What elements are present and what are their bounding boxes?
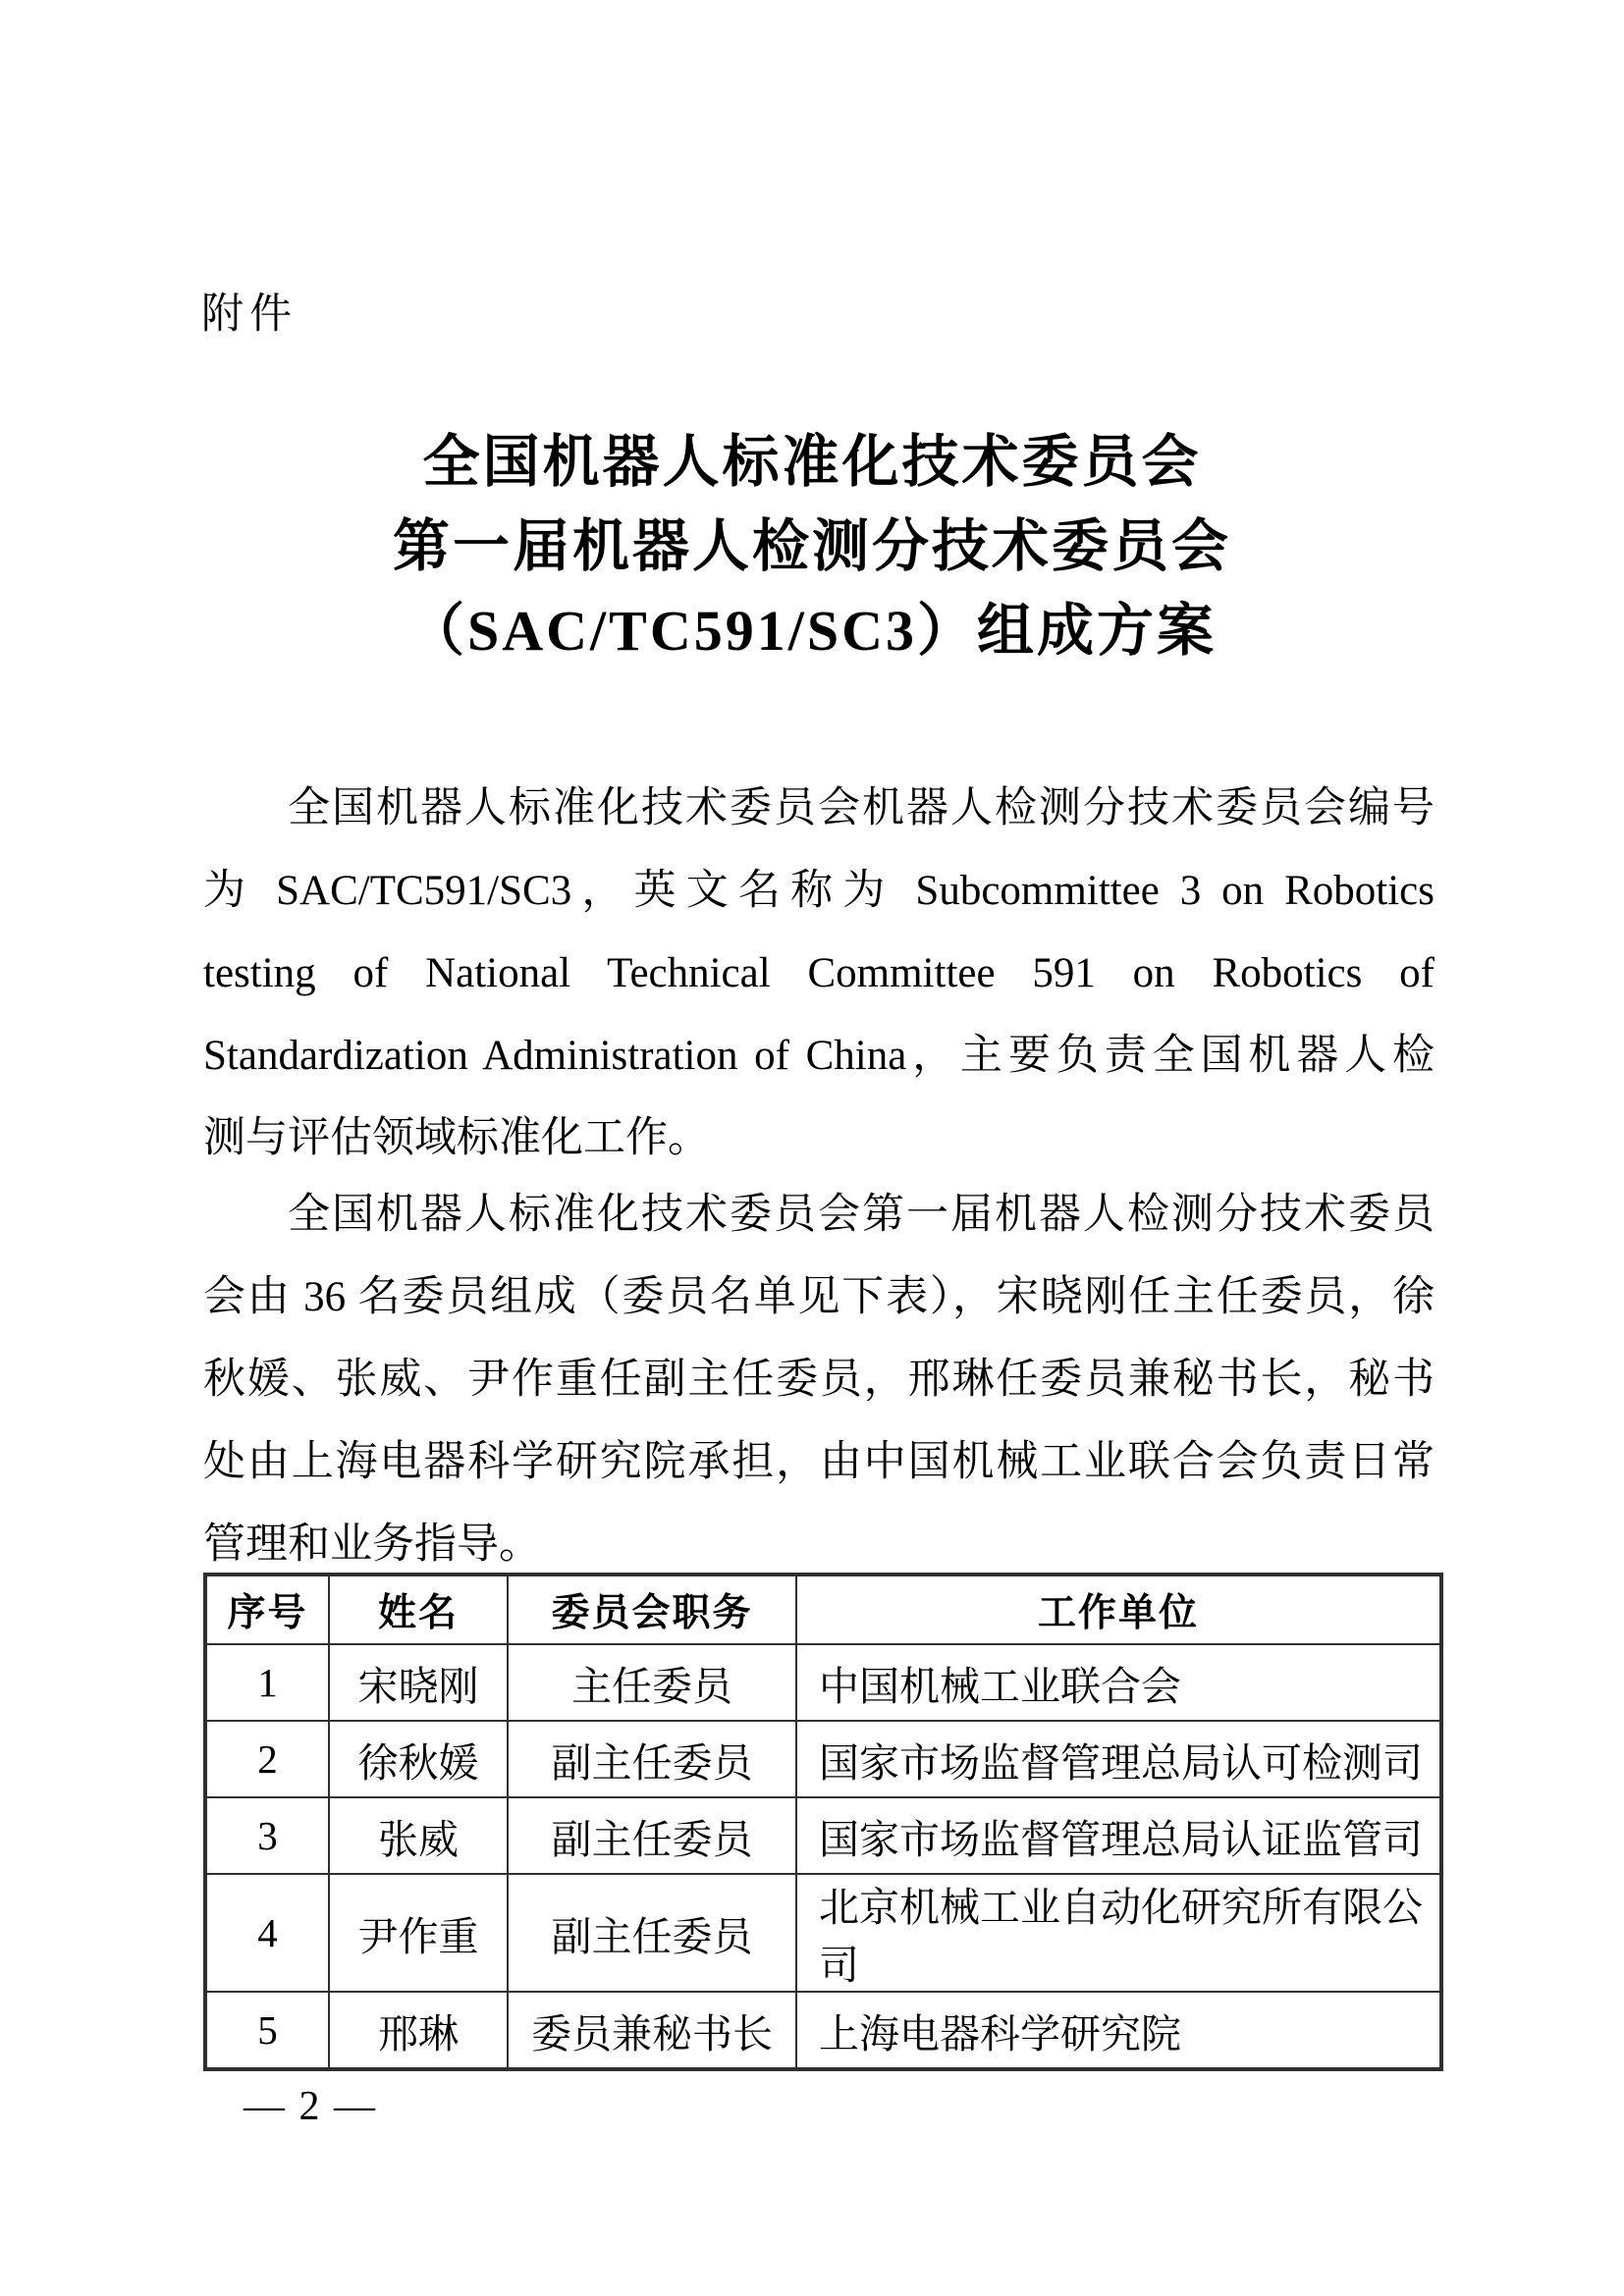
table-header-position: 委员会职务 <box>508 1575 796 1644</box>
cell-seq: 3 <box>205 1797 329 1874</box>
title-line-2: 第一届机器人检测分技术委员会 <box>392 514 1231 578</box>
paragraph-2 <box>203 1174 1435 1586</box>
attachment-label: 附件 <box>201 291 298 338</box>
table-header-seq: 序号 <box>205 1575 329 1644</box>
cell-name: 徐秋媛 <box>329 1721 508 1797</box>
cell-name: 宋晓刚 <box>329 1644 508 1721</box>
body-line: 管理和业务指导。 <box>203 1522 541 1568</box>
title-line-3: （SAC/TC591/SC3）组成方案 <box>407 599 1217 663</box>
cell-position: 副主任委员 <box>508 1797 796 1874</box>
cell-organization: 国家市场监督管理总局认证监管司 <box>796 1797 1441 1874</box>
cell-position: 委员兼秘书长 <box>508 1992 796 2069</box>
table-row <box>205 1874 1441 1992</box>
body-line: Standardization Administration of China，主要负责全国机器人检 <box>203 1033 1435 1079</box>
cell-seq: 2 <box>205 1721 329 1797</box>
document-title <box>0 420 1624 673</box>
cell-name: 张威 <box>329 1797 508 1874</box>
title-line-1: 全国机器人标准化技术委员会 <box>422 430 1202 494</box>
table-header-organization: 工作单位 <box>796 1575 1441 1644</box>
table-row <box>205 1644 1441 1721</box>
cell-seq: 1 <box>205 1644 329 1721</box>
cell-organization: 中国机械工业联合会 <box>796 1644 1441 1721</box>
cell-position: 主任委员 <box>508 1644 796 1721</box>
cell-organization: 北京机械工业自动化研究所有限公司 <box>796 1874 1441 1992</box>
paragraph-1 <box>203 768 1435 1180</box>
cell-seq: 5 <box>205 1992 329 2069</box>
body-line: 测与评估领域标准化工作。 <box>203 1115 710 1161</box>
cell-name: 邢琳 <box>329 1992 508 2069</box>
cell-organization: 上海电器科学研究院 <box>796 1992 1441 2069</box>
table-row <box>205 1992 1441 2069</box>
cell-seq: 4 <box>205 1874 329 1992</box>
table-row <box>205 1721 1441 1797</box>
page-number: — 2 — <box>244 2084 377 2129</box>
body-line: 处由上海电器科学研究院承担，由中国机械工业联合会负责日常 <box>203 1439 1435 1485</box>
cell-organization: 国家市场监督管理总局认可检测司 <box>796 1721 1441 1797</box>
cell-name: 尹作重 <box>329 1874 508 1992</box>
body-line: 全国机器人标准化技术委员会第一届机器人检测分技术委员 <box>288 1192 1435 1238</box>
cell-position: 副主任委员 <box>508 1721 796 1797</box>
body-line: 为 SAC/TC591/SC3，英文名称为 Subcommittee 3 on Robotics <box>203 868 1435 914</box>
cell-position: 副主任委员 <box>508 1874 796 1992</box>
table-row <box>205 1797 1441 1874</box>
table-header-name: 姓名 <box>329 1575 508 1644</box>
body-line: 秋媛、张威、尹作重任副主任委员，邢琳任委员兼秘书长，秘书 <box>203 1357 1435 1403</box>
body-line: 全国机器人标准化技术委员会机器人检测分技术委员会编号 <box>288 785 1435 831</box>
table-header-row <box>205 1575 1441 1644</box>
committee-member-table <box>203 1573 1443 2071</box>
body-line: testing of National Technical Committee 591 on Robotics of <box>203 950 1435 996</box>
body-line: 会由 36 名委员组成（委员名单见下表），宋晓刚任主任委员，徐 <box>203 1274 1435 1320</box>
